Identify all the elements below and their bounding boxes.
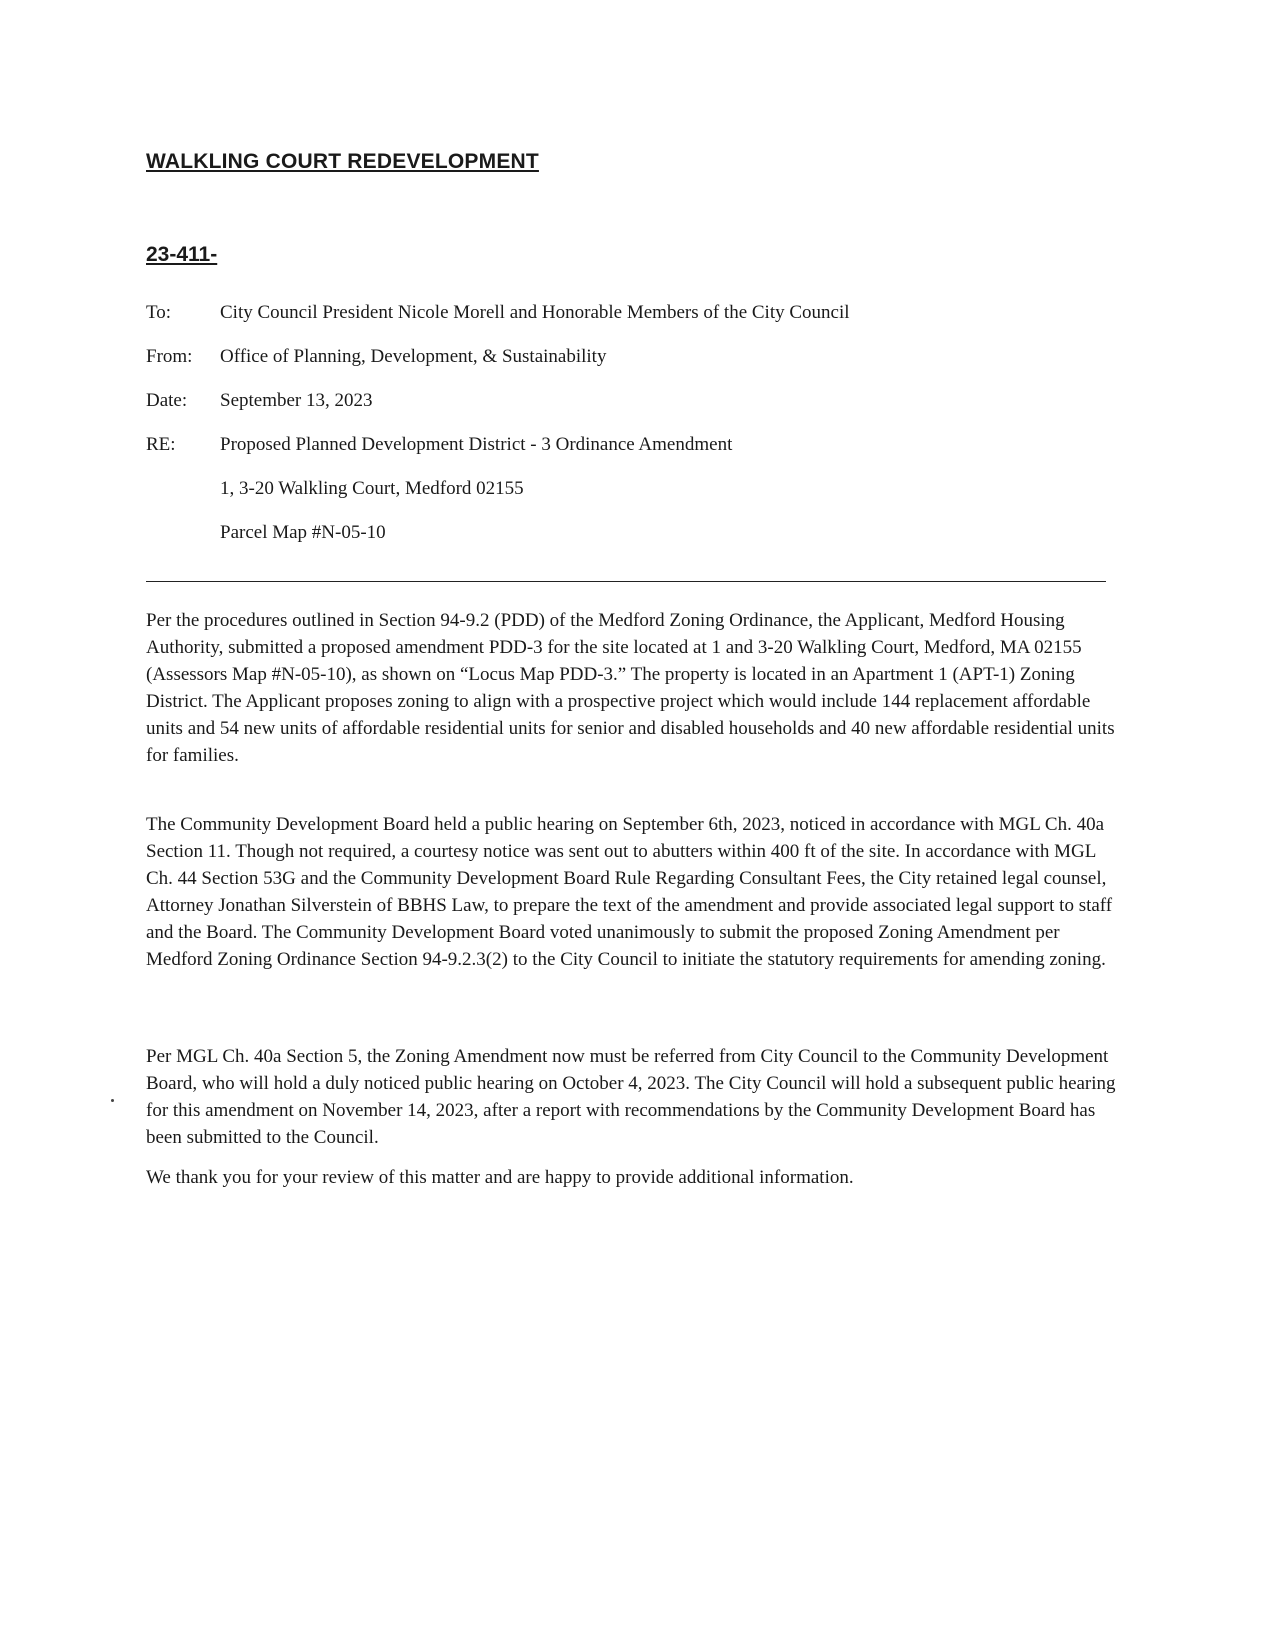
reference-number: 23-411-: [146, 243, 218, 266]
body-paragraph-3: [146, 1043, 1118, 1151]
memo-date-label: Date:: [146, 390, 188, 411]
body-paragraph-4: [146, 1164, 1118, 1191]
body-paragraph-1: [146, 607, 1118, 769]
memo-date-row: [146, 388, 373, 414]
memo-re-line-3: Parcel Map #N-05-10: [220, 522, 386, 543]
memo-re-line-2: 1, 3-20 Walkling Court, Medford 02155: [220, 478, 524, 499]
memo-re-row-3: [146, 520, 386, 546]
memo-re-row: [146, 432, 732, 458]
document-title: WALKLING COURT REDEVELOPMENT: [146, 150, 539, 173]
paragraph-text: Per the procedures outlined in Section 94-9.2 (PDD) of the Medford Zoning Ordinance, the Applicant, Medford Housing Authority, submitted a proposed amendment PDD-3 for the site located at 1 and 3-20 Walkling Court, Medford, MA 02155 (Assessors Map #N-05-10), as shown on “Locus Map PDD-3.” The property is located in an Apartment 1 (APT-1) Zoning District. The Applicant proposes zoning to align with a prospective project which would include 144 replacement affordable units and 54 new units of affordable residential units for senior and disabled households and 40 new affordable residential units for families.: [146, 610, 1115, 766]
memo-re-row-2: [146, 476, 524, 502]
memo-from-value: Office of Planning, Development, & Sustainability: [220, 346, 607, 367]
memo-to-label: To:: [146, 302, 172, 323]
scan-speck: [111, 1099, 114, 1102]
paragraph-text: Per MGL Ch. 40a Section 5, the Zoning Amendment now must be referred from City Council to the Community Development Board, who will hold a duly noticed public hearing on October 4, 2023. The City Council will hold a subsequent public hearing for this amendment on November 14, 2023, after a report with recommendations by the Community Development Board has been submitted to the Council.: [146, 1046, 1116, 1148]
memo-from-row: [146, 344, 606, 370]
body-paragraph-2: [146, 811, 1118, 973]
paragraph-text: We thank you for your review of this matter and are happy to provide additional information.: [146, 1167, 854, 1188]
memo-re-label: RE:: [146, 434, 176, 455]
memo-from-label: From:: [146, 346, 193, 367]
memo-re-line-1: Proposed Planned Development District - 3 Ordinance Amendment: [220, 434, 733, 455]
header-divider: [146, 581, 1106, 582]
paragraph-text: The Community Development Board held a public hearing on September 6th, 2023, noticed in accordance with MGL Ch. 40a Section 11. Though not required, a courtesy notice was sent out to abutters within 400 ft of the site. In accordance with MGL Ch. 44 Section 53G and the Community Development Board Rule Regarding Consultant Fees, the City retained legal counsel, Attorney Jonathan Silverstein of BBHS Law, to prepare the text of the amendment and provide associated legal support to staff and the Board. The Community Development Board voted unanimously to submit the proposed Zoning Amendment per Medford Zoning Ordinance Section 94-9.2.3(2) to the City Council to initiate the statutory requirements for amending zoning.: [146, 814, 1113, 970]
memo-to-row: [146, 300, 850, 326]
memo-to-value: City Council President Nicole Morell and Honorable Members of the City Council: [220, 302, 850, 323]
memo-date-value: September 13, 2023: [220, 390, 373, 411]
